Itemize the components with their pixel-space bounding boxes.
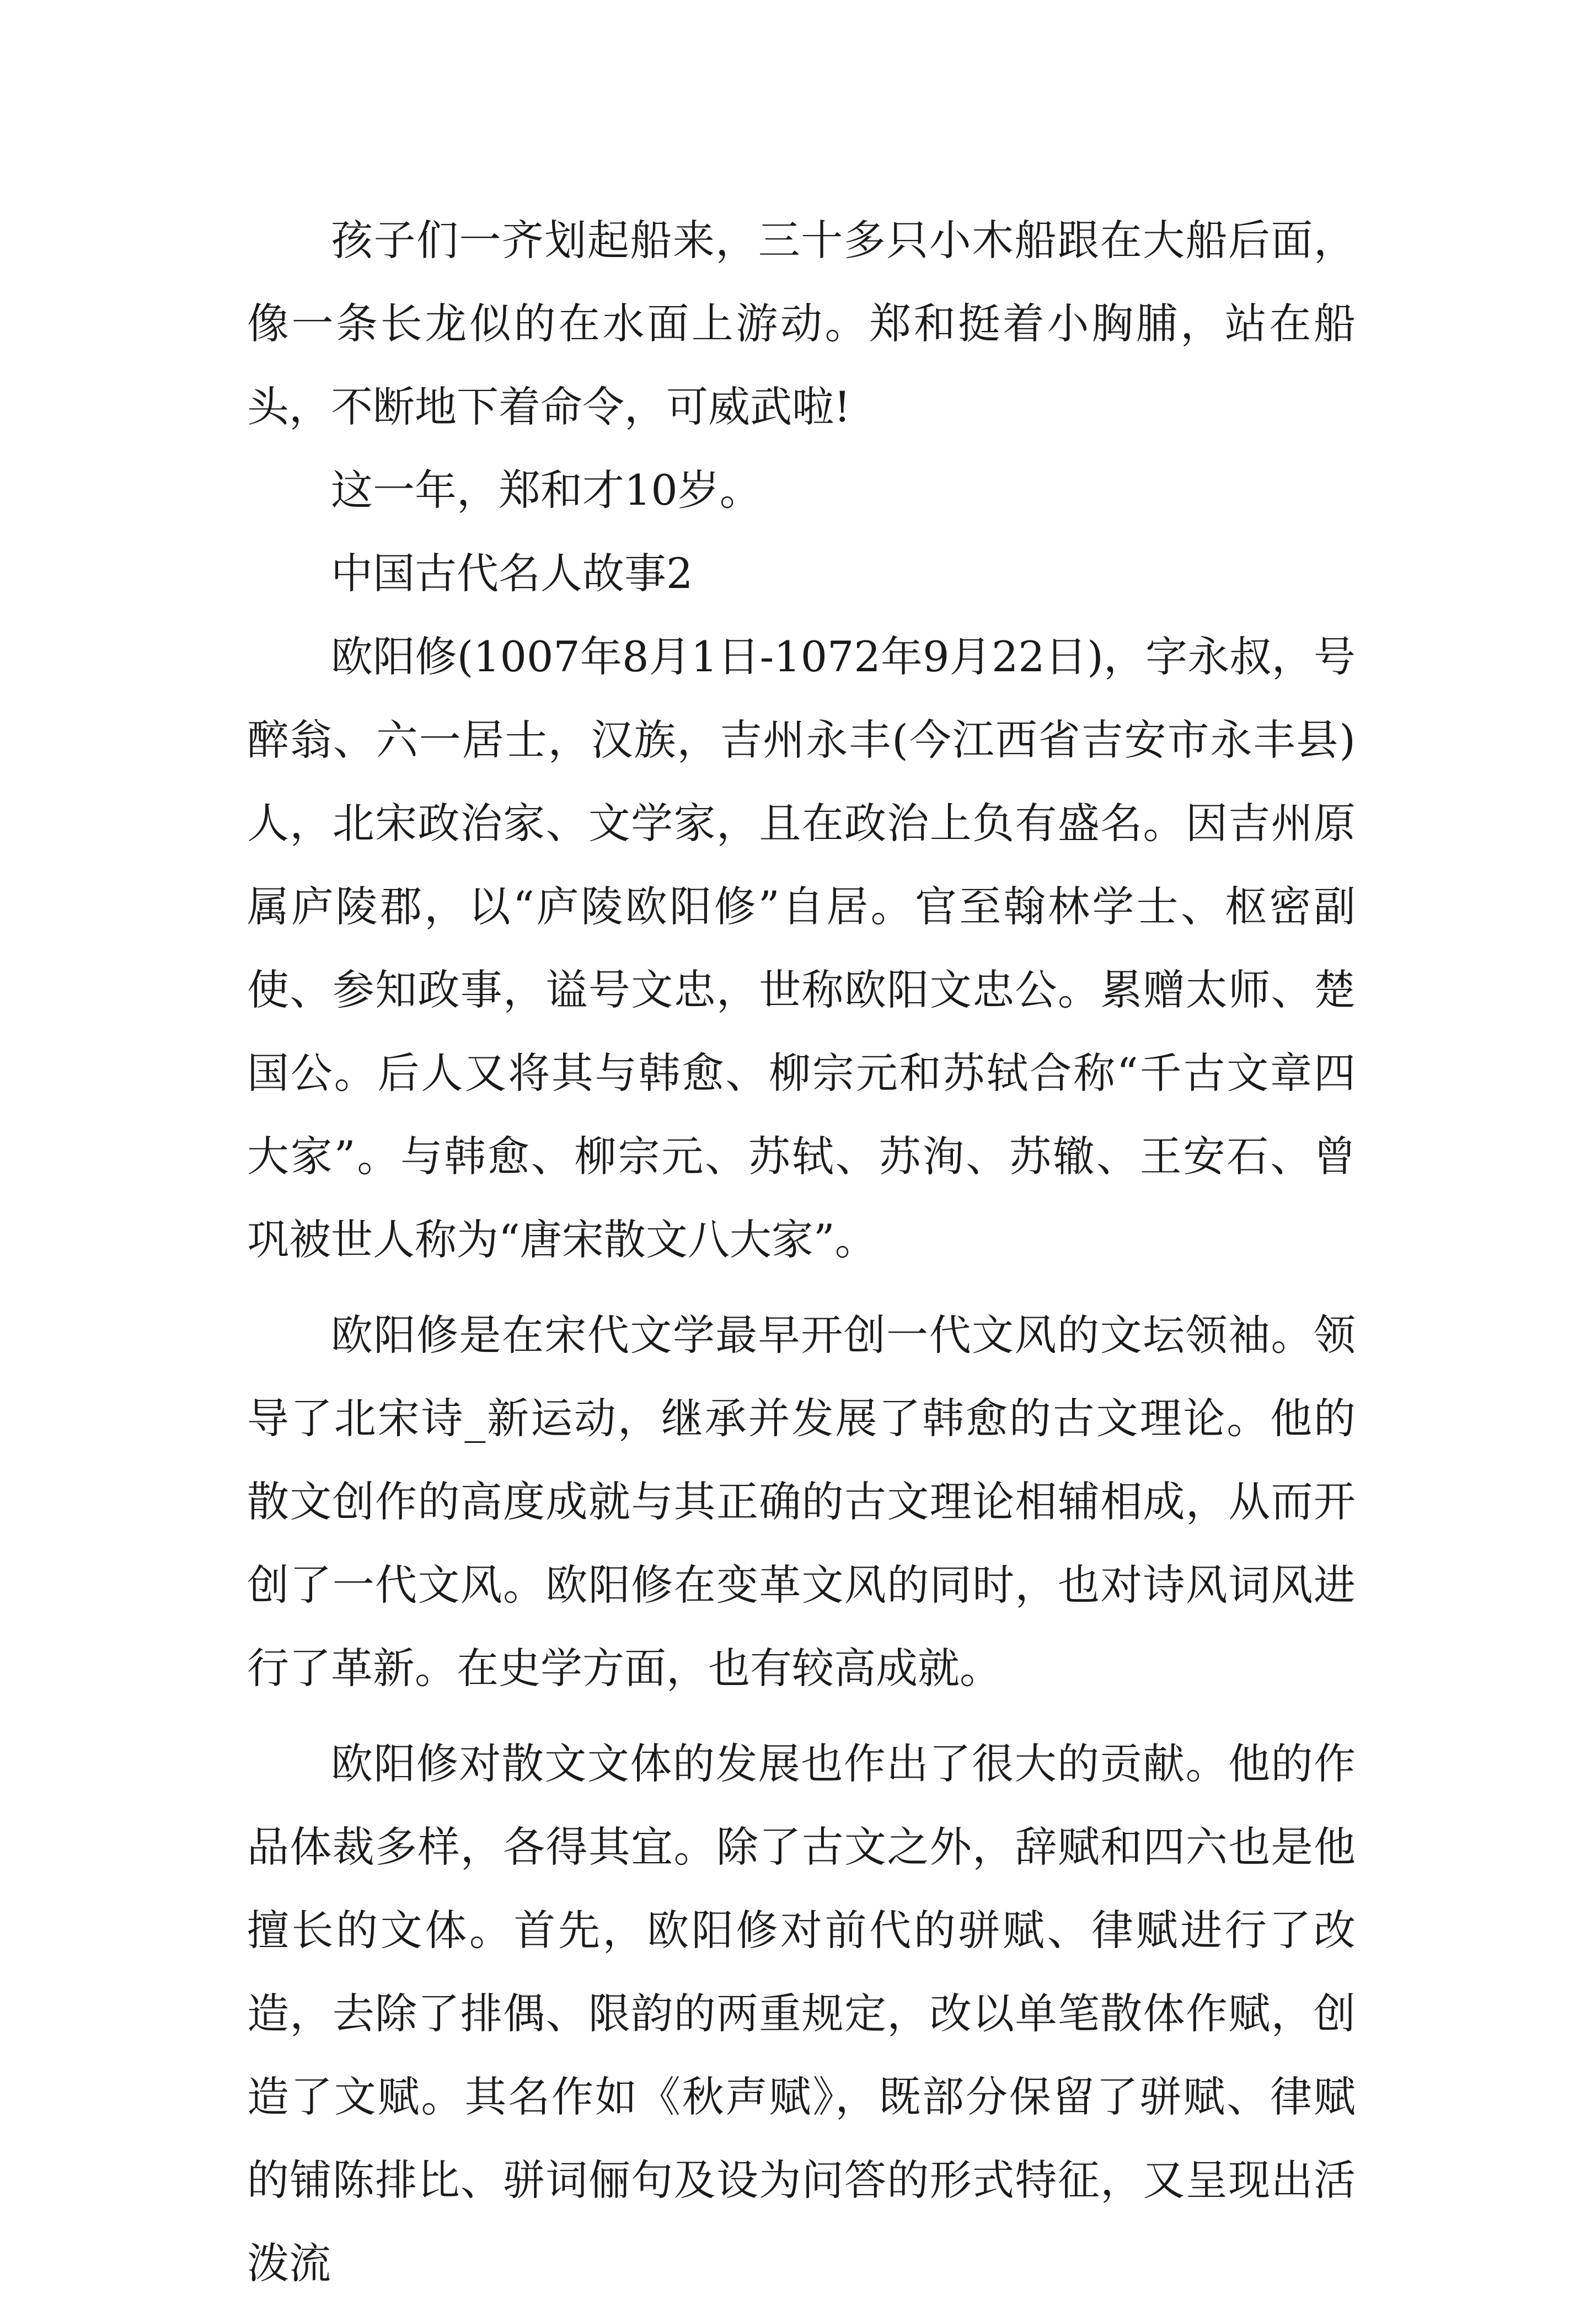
paragraph-ouyangxiu-prose: 欧阳修对散文文体的发展也作出了很大的贡献。他的作品体裁多样，各得其宜。除了古文之外，辞赋和四六也是他擅长的文体。首先，欧阳修对前代的骈赋、律赋进行了改造，去除了排偶、限韵的两重规定，改以单笔散体作赋，创造了文赋。其名作如《秋声赋》，既部分保留了骈赋、律赋的铺陈排比、骈词俪句及设为问答的形式特征，又呈现出活泼流 — [247, 1739, 1356, 2288]
document-body — [247, 199, 1356, 2305]
paragraph-zhenghe-boats: 孩子们一齐划起船来，三十多只小木船跟在大船后面，像一条长龙似的在水面上游动。郑和挺着小胸脯，站在船头，不断地下着命令，可威武啦! — [247, 216, 1356, 431]
paragraph-ouyangxiu-literature: 欧阳修是在宋代文学最早开创一代文风的文坛领袖。领导了北宋诗_新运动，继承并发展了韩愈的古文理论。他的散文创作的高度成就与其正确的古文理论相辅相成，从而开创了一代文风。欧阳修在变革文风的同时，也对诗风词风进行了革新。在史学方面，也有较高成就。 — [247, 1311, 1356, 1693]
paragraph-ouyangxiu-bio: 欧阳修(1007年8月1日-1072年9月22日)，字永叔，号醉翁、六一居士，汉族，吉州永丰(今江西省吉安市永丰县)人，北宋政治家、文学家，且在政治上负有盛名。因吉州原属庐陵郡，以“庐陵欧阳修”自居。官至翰林学士、枢密副使、参知政事，谥号文忠，世称欧阳文忠公。累赠太师、楚国公。后人又将其与韩愈、柳宗元和苏轼合称“千古文章四大家”。与韩愈、柳宗元、苏轼、苏洵、苏辙、王安石、曾巩被世人称为“唐宋散文八大家”。 — [247, 632, 1356, 1264]
paragraph-zhenghe-age: 这一年，郑和才10岁。 — [331, 466, 762, 515]
section-heading: 中国古代名人故事2 — [331, 549, 693, 598]
